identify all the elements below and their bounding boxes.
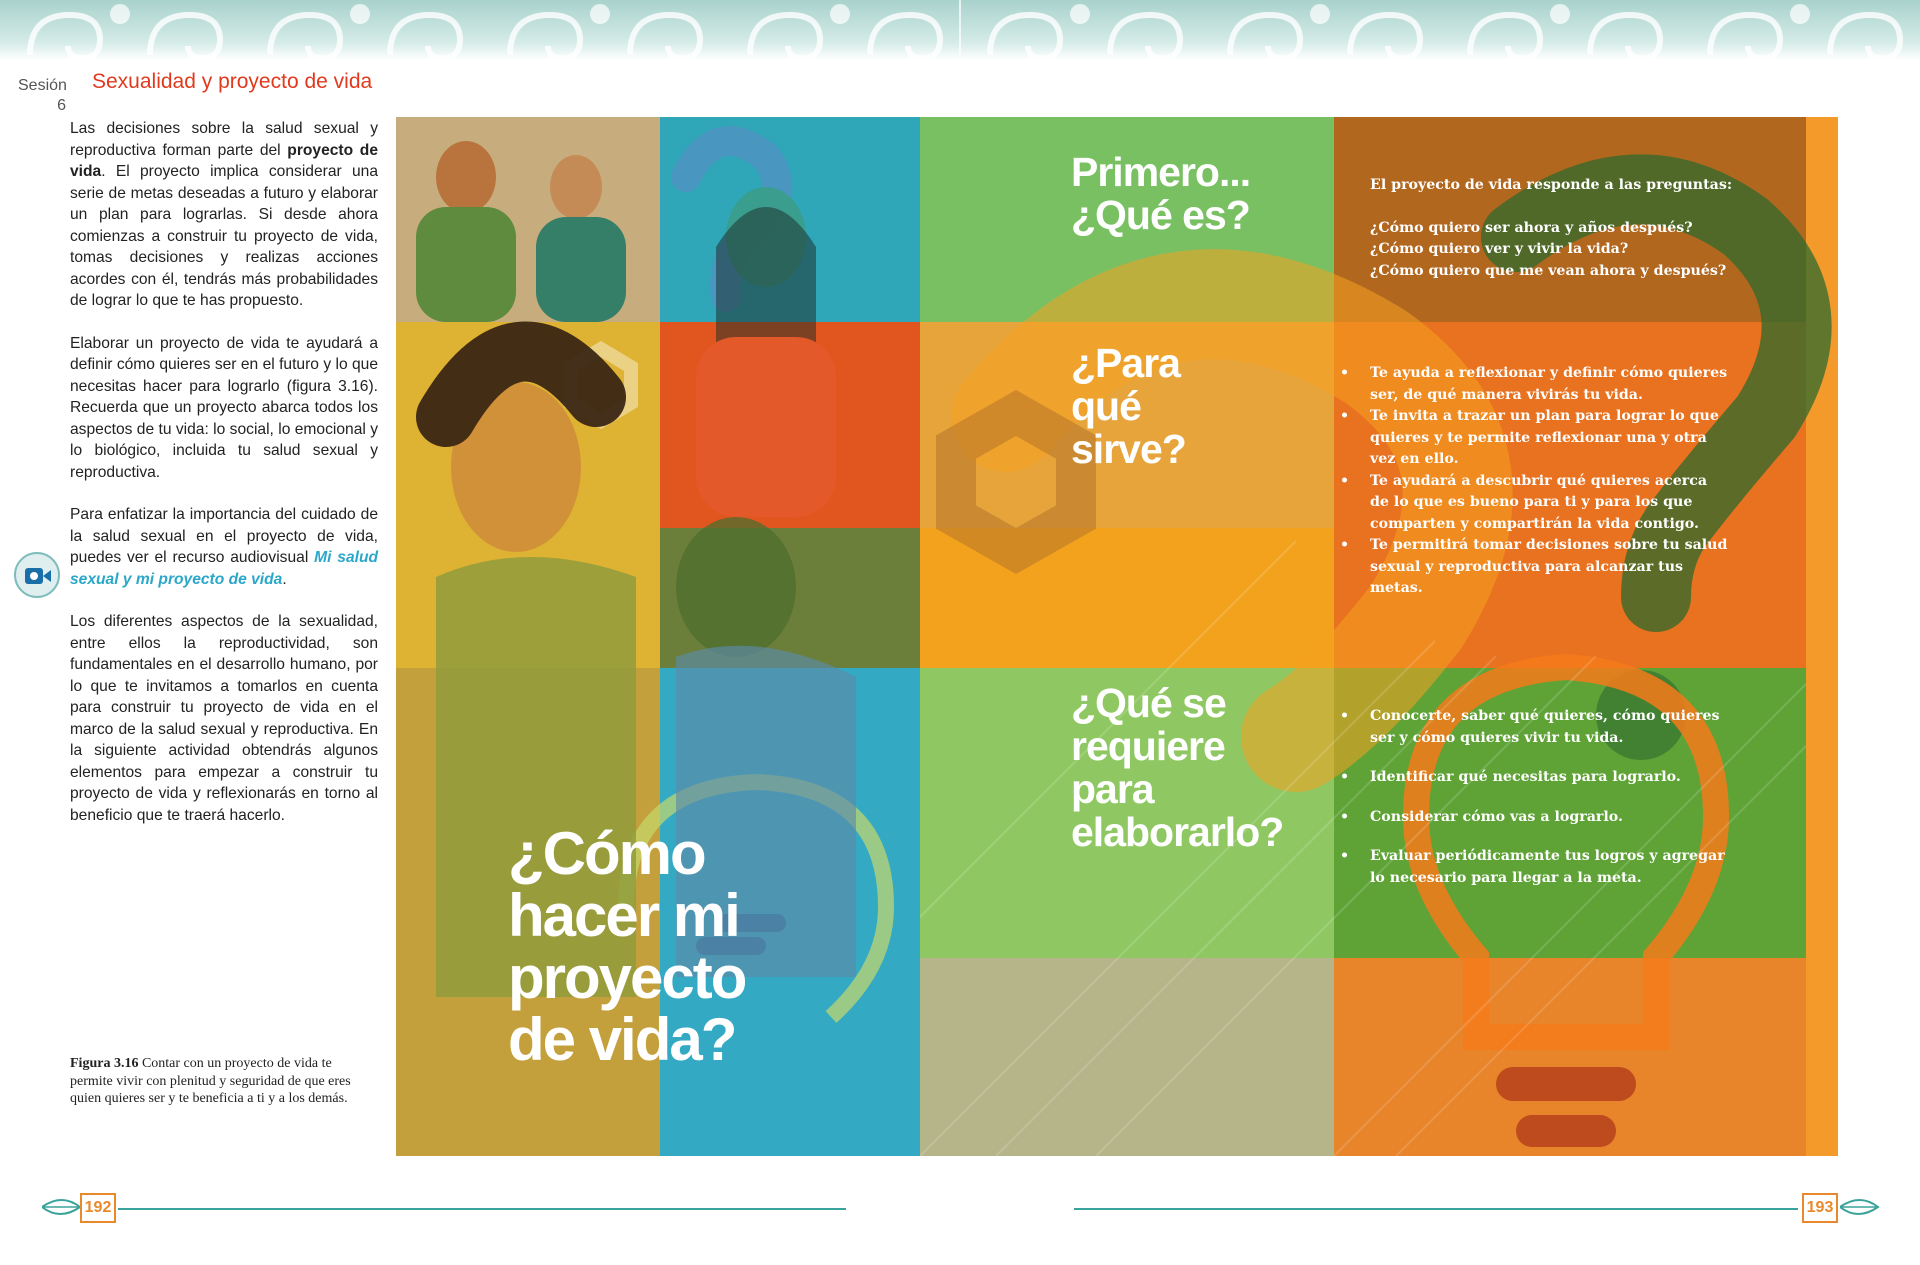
list-item: • Te permitirá tomar decisiones sobre tu salud sexual y reproductiva para alcanzar tus metas.	[1340, 535, 1730, 600]
section-title: Sexualidad y proyecto de vida	[92, 70, 373, 93]
what-is-question-3: ¿Cómo quiero que me vean ahora y después?	[1370, 262, 1727, 279]
audiovisual-resource-icon[interactable]	[14, 552, 60, 598]
main-title-line-2: hacer mi	[508, 882, 739, 949]
list-item: • Identificar qué necesitas para lograrlo.	[1340, 767, 1730, 789]
main-title-line-3: proyecto	[508, 944, 746, 1011]
session-number: 6	[57, 97, 66, 114]
paragraph-3-end: .	[282, 570, 287, 588]
paragraph-4: Los diferentes aspectos de la sexualidad, entre ellos la reproductividad, son fundamentales en el desarrollo humano, por lo que te invitamos a tomarlos en cuenta para construir tu proyecto de vida en el marco de la salud sexual y reproductiva. En la siguiente actividad obtendrás algunos elementos para empezar a construir tu proyecto de vida y reflexionarás en torno al beneficio que te traerá hacerlo.	[70, 613, 378, 824]
audiovisual-resource-link[interactable]: Mi salud sexual y mi proyecto de vida	[70, 549, 379, 588]
video-camera-icon	[23, 563, 53, 589]
paragraph-3-text: Para enfatizar la importancia del cuidado de la salud sexual en el proyecto de vida, puedes ver el recurso audiovisual	[70, 506, 378, 566]
figure-caption	[70, 1055, 360, 1108]
paragraph-3	[70, 504, 378, 590]
list-item: • Evaluar periódicamente tus logros y agregar lo necesario para llegar a la meta.	[1340, 846, 1730, 889]
what-is-intro: El proyecto de vida responde a las preguntas:	[1370, 177, 1733, 193]
page-spine	[959, 0, 961, 60]
paragraph-1	[70, 118, 378, 312]
question-what-is	[1071, 151, 1250, 237]
paragraph-1-text-end: . El proyecto implica considerar una serie de metas deseadas a futuro y elaborar un plan para lograrlas. Si desde ahora comienzas a construir tu proyecto de vida, tomas decisiones y realizas acciones acordes con él, tendrás más probabilidades de lograr lo que te has propuesto.	[70, 163, 378, 309]
main-title-line-4: de vida?	[508, 1006, 736, 1073]
session-label-text: Sesión	[18, 77, 67, 94]
main-title-line-1: ¿Cómo	[508, 820, 705, 887]
list-item: • Te ayuda a reflexionar y definir cómo quieres ser, de qué manera vivirás tu vida.	[1340, 363, 1730, 406]
bold-term-proyecto-de-vida: proyecto de vida	[70, 141, 378, 180]
poster-main-title	[508, 820, 808, 1073]
footer-line-left	[118, 1208, 846, 1210]
session-label	[18, 76, 66, 116]
figure-label: Figura 3.16	[70, 1056, 139, 1071]
what-is-question-1: ¿Cómo quiero ser ahora y años después?	[1370, 219, 1693, 236]
question-what-is-line-1: Primero...	[1071, 149, 1251, 195]
list-item: • Te ayudará a descubrir qué quieres acerca de lo que es bueno para ti y para los que comparten y compartirán la vida contigo.	[1340, 471, 1730, 536]
body-text-column	[70, 118, 378, 847]
question-what-required	[1071, 682, 1283, 854]
leaf-ornament-icon	[1840, 1192, 1880, 1222]
page-number-left: 192	[80, 1193, 116, 1223]
question-what-for-line-3: sirve?	[1071, 426, 1186, 472]
question-required-line-1: ¿Qué se	[1071, 680, 1226, 726]
what-required-list	[1340, 706, 1730, 889]
question-what-for	[1071, 342, 1186, 471]
question-what-for-line-2: qué	[1071, 383, 1141, 429]
what-is-answer	[1370, 175, 1790, 282]
paragraph-2: Elaborar un proyecto de vida te ayudará a definir cómo quieres ser en el futuro y lo que necesitas hacer para lograrlo (figura 3.16). Recuerda que un proyecto abarca todos los aspectos de tu vida: lo social, lo emocional y lo biológico, incluida tu salud sexual y reproductiva.	[70, 334, 378, 481]
decorative-header-band	[0, 0, 1920, 60]
question-required-line-3: para	[1071, 766, 1154, 812]
question-what-for-line-1: ¿Para	[1071, 340, 1180, 386]
list-item: • Conocerte, saber qué quieres, cómo quieres ser y cómo quieres vivir tu vida.	[1340, 706, 1730, 749]
list-item: • Te invita a trazar un plan para lograr lo que quieres y te permite reflexionar una y otra vez en ello.	[1340, 406, 1730, 471]
page-number-right: 193	[1802, 1193, 1838, 1223]
question-required-line-4: elaborarlo?	[1071, 809, 1284, 855]
poster-illustration	[396, 117, 1838, 1156]
question-required-line-2: requiere	[1071, 723, 1225, 769]
list-item: • Considerar cómo vas a lograrlo.	[1340, 807, 1730, 829]
question-what-is-line-2: ¿Qué es?	[1071, 192, 1250, 238]
leaf-ornament-icon	[42, 1192, 82, 1222]
what-for-list	[1340, 363, 1730, 600]
what-is-question-2: ¿Cómo quiero ver y vivir la vida?	[1370, 241, 1629, 257]
footer-line-right	[1074, 1208, 1798, 1210]
paragraph-1-text: Las decisiones sobre la salud sexual y reproductiva forman parte del	[70, 120, 378, 159]
figure-caption-text: Contar con un proyecto de vida te permite vivir con plenitud y seguridad de que eres quien quieres ser y te beneficia a ti y a los demás.	[70, 1056, 351, 1106]
